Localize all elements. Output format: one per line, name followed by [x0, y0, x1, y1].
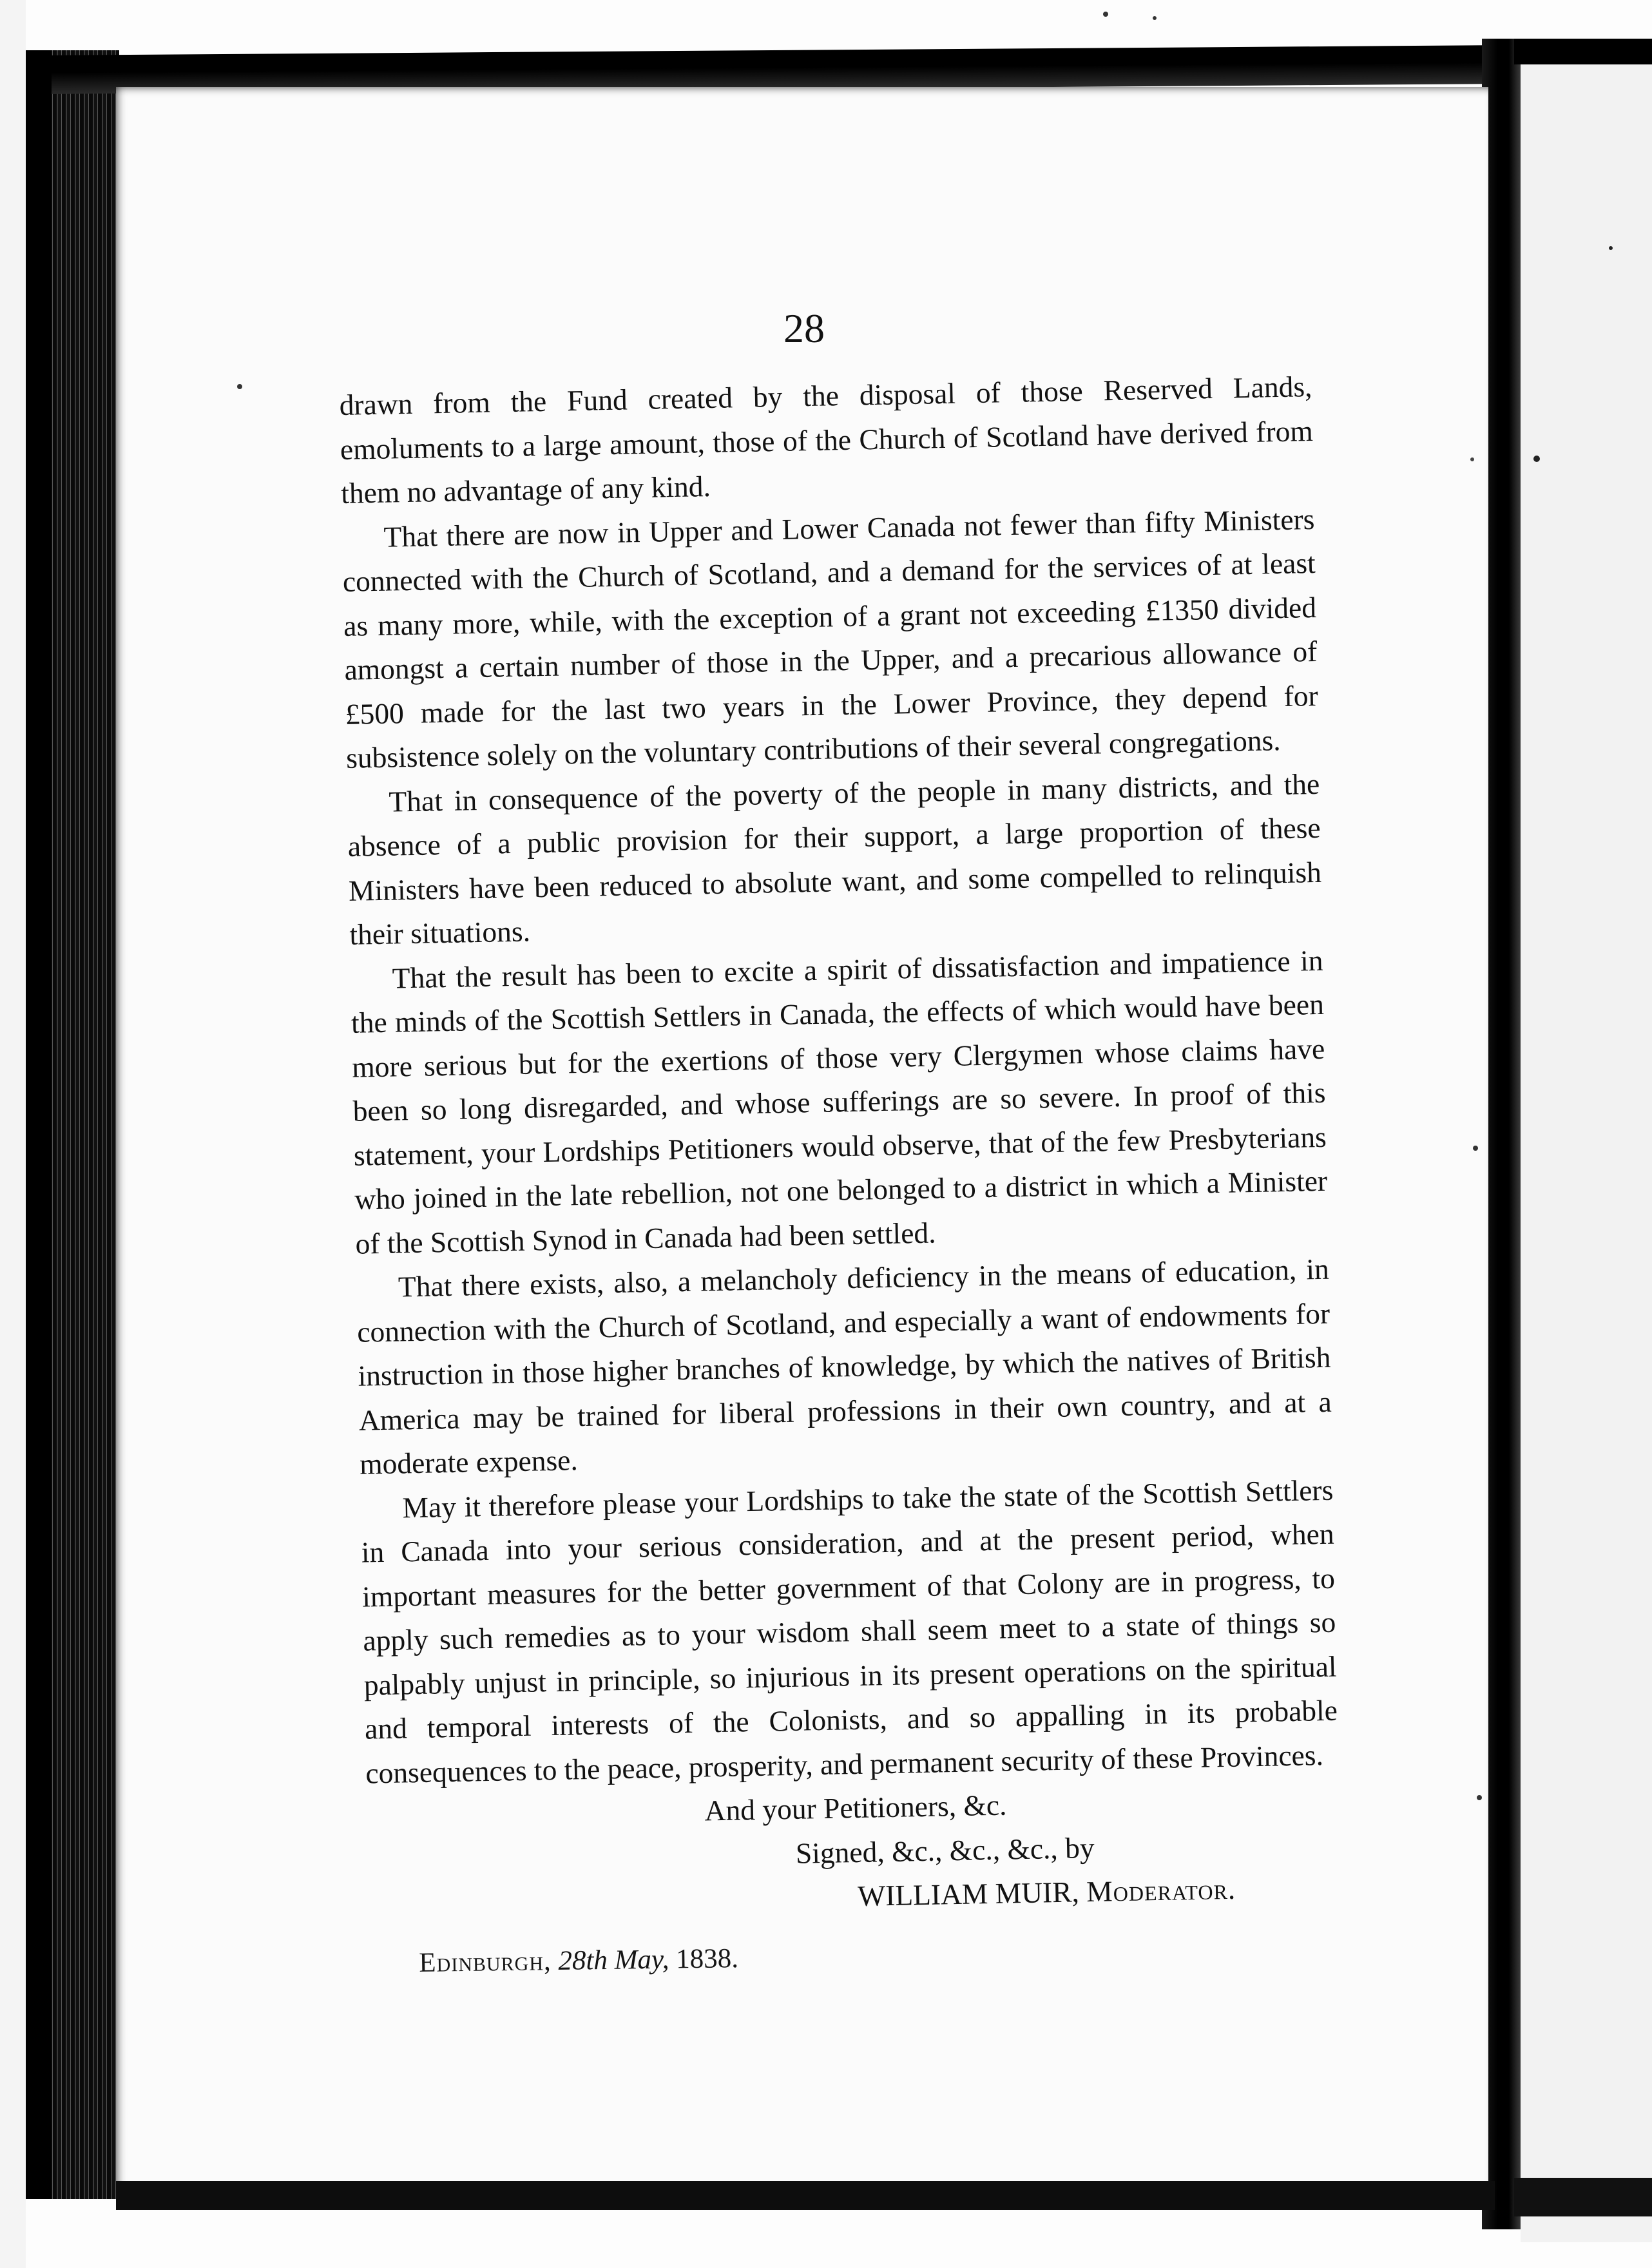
dateline-month: May,	[614, 1944, 669, 1975]
paragraph-dissatisfaction: That the result has been to excite a spirit of dissatisfaction and impatience in the minds of the Scottish Settlers in Canada, the effects of which would have been more serious but for the exertions of those very Clergymen whose claims have been so long disregarded, and whose sufferings are so severe. In proof of this statement, your Lordships Petitioners would observe, that of the few Presbyterians who joined in the late rebellion, not one belonged to a district in which a Minister of the Scottish Synod in Canada had been settled.	[351, 943, 1328, 1260]
paragraph-poverty: That in consequence of the poverty of the people in many districts, and the absence of a public provision for their support, a large proportion of these Ministers have been reduced to absolute want, and some compelled to relinquish their situations.	[347, 767, 1322, 951]
speck	[1473, 1146, 1478, 1151]
signatory-title: Moderator.	[1086, 1872, 1236, 1908]
speck	[1609, 246, 1613, 250]
speck	[1477, 1795, 1482, 1800]
speck	[237, 384, 242, 389]
speck	[1103, 12, 1108, 17]
signatory-name: WILLIAM MUIR,	[857, 1875, 1080, 1912]
paragraph-education: That there exists, also, a melancholy deficiency in the means of education, in connection with the Church of Scotland, and especially a want of endowments for instruction in those higher branches of knowledge, by which the natives of British America may be trained for liberal professions in their own country, and at a moderate expense.	[356, 1252, 1332, 1481]
paragraph-prayer: May it therefore please your Lordships to take the state of the Scottish Settlers in Canada into your serious consideration, and at the present period, when important measures for the better government of that Colony are in progress, to apply such remedies as to your wisdom shall seem meet to a state of things so palpably unjust in principle, so injurious in its present operations on the spiritual and temporal interests of the Colonists, and so appalling in its probable consequences to the peace, prosperity, and permanent security of these Provinces.	[361, 1473, 1338, 1790]
closing-petitioners: And your Petitioners, &c.	[704, 1788, 1007, 1827]
paragraph-ministers: That there are now in Upper and Lower Canada not fewer than fifty Ministers connected with the Church of Scotland, and a demand for the services of at least as many more, while, with the exception of a grant not exceeding £1350 divided amongst a certain number of those in the Upper, and a precarious allowance of £500 made for the last two years in the Lower Province, they depend for subsistence solely on the voluntary contributions of their several congregations.	[342, 502, 1319, 774]
page-number: 28	[783, 305, 825, 351]
dateline-place: Edinburgh,	[419, 1946, 552, 1978]
speck	[1533, 456, 1540, 462]
dateline-year: 1838.	[675, 1943, 739, 1975]
speck	[1153, 16, 1157, 20]
closing-signed: Signed, &c., &c., &c., by	[795, 1831, 1095, 1870]
speck	[1470, 457, 1474, 461]
paragraph-continuation: drawn from the Fund created by the disposal of those Reserved Lands, emoluments to a large amount, those of the Church of Scotland have derived from them no advantage of any kind.	[339, 370, 1314, 510]
dateline-day: 28th	[558, 1945, 608, 1976]
